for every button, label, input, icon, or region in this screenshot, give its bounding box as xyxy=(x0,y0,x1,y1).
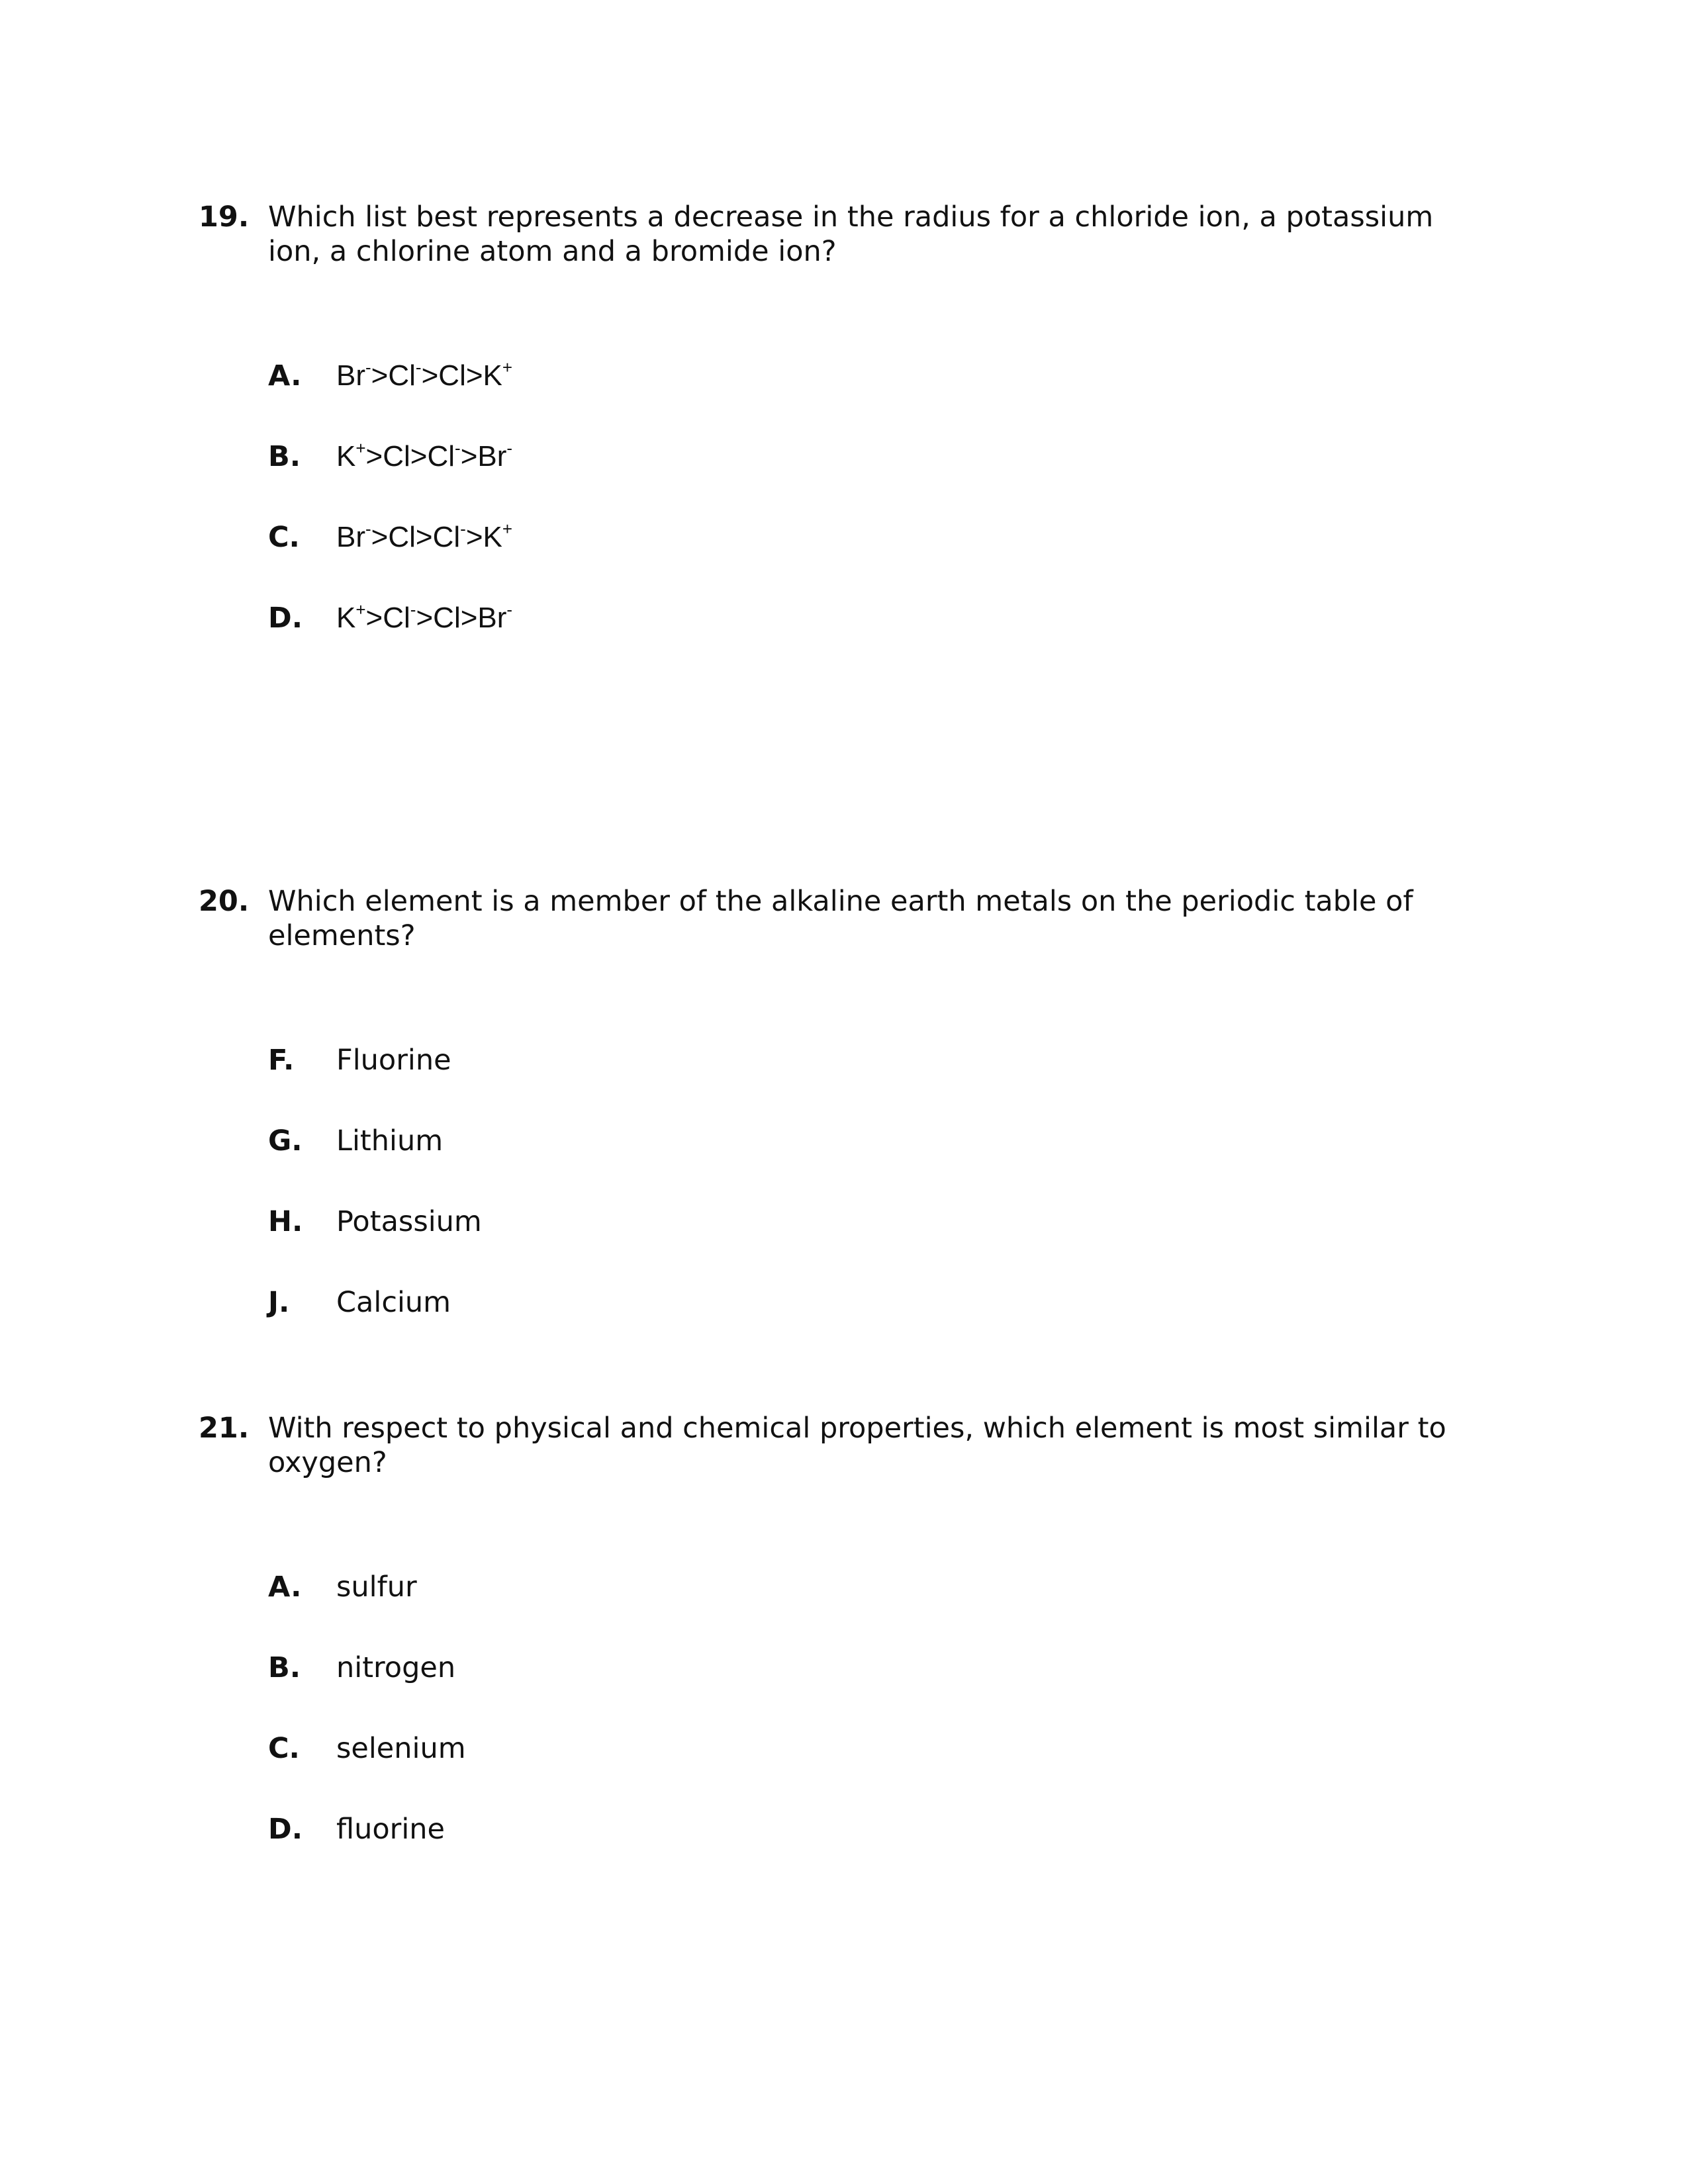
choice-letter: A. xyxy=(268,359,302,392)
choice-text: fluorine xyxy=(336,1813,445,1846)
choice-formula: Br->Cl->Cl>K+ xyxy=(336,357,513,392)
question-text: Which element is a member of the alkaline earth metals on the periodic table of elements? xyxy=(268,885,1413,952)
question-19 xyxy=(199,200,1489,635)
question-20 xyxy=(199,884,1489,1319)
question-text: Which list best represents a decrease in the radius for a chloride ion, a potassium ion, a chlorine atom and a bromide ion? xyxy=(268,201,1434,268)
choice-letter: B. xyxy=(268,440,301,473)
choice-text: Potassium xyxy=(336,1205,482,1238)
choice-text: nitrogen xyxy=(336,1651,456,1684)
question-stem xyxy=(199,200,1489,269)
question-number: 20. xyxy=(199,885,250,918)
choice-letter: C. xyxy=(268,1732,300,1765)
choice-text: Fluorine xyxy=(336,1044,451,1077)
choice-letter: C. xyxy=(268,521,300,554)
choice-formula: K+>Cl->Cl>Br- xyxy=(336,600,513,634)
choice-letter: H. xyxy=(268,1205,303,1238)
choice-letter: F. xyxy=(268,1044,295,1077)
question-number: 21. xyxy=(199,1412,250,1445)
choice-text: sulfur xyxy=(336,1570,417,1604)
choice-letter: A. xyxy=(268,1570,302,1604)
choice-letter: B. xyxy=(268,1651,301,1684)
question-number: 19. xyxy=(199,201,250,234)
question-21 xyxy=(199,1411,1489,1846)
choice-letter: J. xyxy=(268,1286,290,1319)
choice-letter: D. xyxy=(268,602,303,635)
choice-formula: Br->Cl>Cl->K+ xyxy=(336,519,513,553)
choice-letter: D. xyxy=(268,1813,303,1846)
choice-formula: K+>Cl>Cl->Br- xyxy=(336,438,513,473)
choice-text: Lithium xyxy=(336,1124,444,1158)
question-text: With respect to physical and chemical properties, which element is most similar to oxygen? xyxy=(268,1412,1446,1479)
choice-text: Calcium xyxy=(336,1286,451,1319)
question-stem xyxy=(199,1411,1489,1480)
choice-text: selenium xyxy=(336,1732,466,1765)
choice-letter: G. xyxy=(268,1124,303,1158)
question-stem xyxy=(199,884,1489,953)
